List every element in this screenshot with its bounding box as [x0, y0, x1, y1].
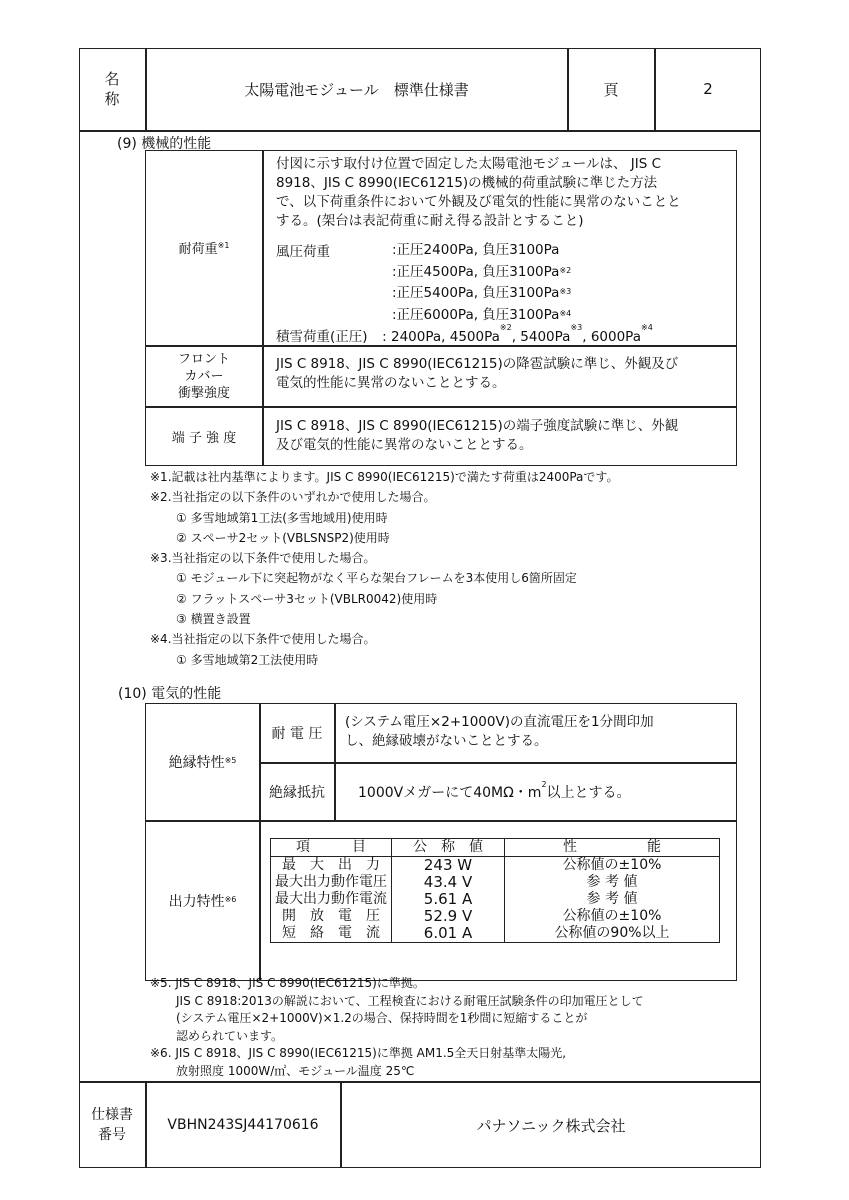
note-line: ※2.当社指定の以下条件のいずれかで使用した場合。 — [150, 490, 436, 505]
spec-number: VBHN243SJ44170616 — [167, 1117, 319, 1133]
section10-heading: (10) 電気的性能 — [118, 686, 222, 702]
resistance-sup: 2 — [541, 780, 547, 789]
wind-load-note: ※2 — [559, 265, 572, 275]
wind-load-row — [392, 283, 571, 305]
section9-heading: (9) 機械的性能 — [117, 136, 212, 152]
note-line: ※1.記載は社内基準によります。JIS C 8990(IEC61215)で満たす荷重は2400Paです。 — [150, 470, 619, 484]
spec-perf: 公称値の±10% — [562, 857, 662, 873]
spec-value: 52.9 V — [392, 908, 505, 925]
snow-load-value-a: : 2400Pa, 4500Pa — [382, 329, 500, 345]
note-line: ② スペーサ2セット(VBLSNSP2)使用時 — [176, 530, 390, 545]
front-cover-line: 電気的性能に異常のないこととする。 — [276, 375, 506, 391]
insulation-label — [146, 704, 259, 820]
note-line: ① 多雪地域第2工法使用時 — [176, 652, 319, 667]
terminal-line: 及び電気的性能に異常のないこととする。 — [276, 437, 533, 453]
note-line: ※5. JIS C 8918、JIS C 8990(IEC61215)に準拠。 — [150, 976, 425, 990]
elec-vline-2 — [334, 703, 336, 821]
wind-load-text: :正圧2400Pa, 負圧3100Pa — [392, 242, 560, 258]
spec-number-label-2: 番号 — [98, 1127, 126, 1143]
output-label-note: ※6 — [224, 894, 237, 904]
note-line: ※6. JIS C 8918、JIS C 8990(IEC61215)に準拠 AM1.5全天日射基準太陽光, — [150, 1046, 567, 1060]
spec-header-item: 項 目 — [271, 839, 392, 857]
wind-load-note: ※4 — [559, 308, 572, 318]
note-line: ※4.当社指定の以下条件で使用した場合。 — [150, 632, 376, 647]
terminal-text — [276, 417, 678, 455]
spec-row — [271, 891, 720, 908]
note-line: ① 多雪地域第1工法(多雪地域用)使用時 — [176, 510, 388, 525]
wind-load-note: ※3 — [559, 287, 572, 296]
company-name: パナソニック株式会社 — [476, 1116, 626, 1135]
withstand-label: 耐 電 圧 — [271, 726, 323, 742]
note-line: (システム電圧×2+1000V)×1.2の場合、保持時間を1秒間に短縮することが — [176, 1011, 588, 1025]
withstand-text — [345, 713, 654, 751]
spec-header-row — [271, 839, 720, 857]
load-label-text: 耐荷重 — [178, 242, 218, 257]
spec-perf: 公称値の±10% — [562, 908, 662, 924]
output-spec-table — [270, 838, 720, 943]
load-label-note: ※1 — [217, 241, 230, 250]
output-label-text: 出力特性 — [168, 894, 225, 910]
spec-item: 最大出力動作電圧 — [271, 874, 392, 891]
spec-value: 243 W — [392, 857, 505, 875]
front-cover-line: JIS C 8918、JIS C 8990(IEC61215)の降雹試験に準じ、外観及び — [276, 356, 679, 372]
insulation-label-text: 絶縁特性 — [168, 755, 225, 771]
name-label-line2: 称 — [104, 90, 120, 108]
spec-row — [271, 925, 720, 943]
spec-row — [271, 857, 720, 875]
spec-item: 開 放 電 圧 — [271, 908, 392, 925]
resistance-text-pre: 1000Vメガーにて40MΩ・m — [358, 785, 542, 801]
snow-load-label: 積雪荷重(正圧) — [276, 329, 368, 345]
output-label — [146, 821, 259, 981]
note-line: ① モジュール下に突起物がなく平らな架台フレームを3本使用し6箇所固定 — [176, 571, 577, 586]
terminal-line: JIS C 8918、JIS C 8990(IEC61215)の端子強度試験に準じ、外観 — [276, 418, 679, 434]
withstand-line: (システム電圧×2+1000V)の直流電圧を1分間印加 — [345, 714, 654, 730]
document-title: 太陽電池モジュール 標準仕様書 — [244, 80, 469, 99]
load-para-line: で、以下荷重条件において外観及び電気的性能に異常のないことと — [276, 194, 681, 210]
spec-perf: 公称値の90%以上 — [554, 925, 670, 941]
load-para-line: 8918、JIS C 8990(IEC61215)の機械的荷重試験に準じた方法 — [276, 175, 658, 191]
wind-load-values — [392, 240, 571, 326]
spec-row — [271, 908, 720, 925]
snow-load-row — [276, 325, 653, 345]
note-line: 認められています。 — [176, 1028, 284, 1043]
page-number: 2 — [703, 80, 713, 98]
page-label: 頁 — [603, 80, 619, 99]
terminal-label: 端 子 強 度 — [171, 431, 237, 446]
load-para-line: 付図に示す取付け位置で固定した太陽電池モジュールは、 JIS C — [276, 156, 662, 172]
front-cover-text — [276, 355, 678, 393]
spec-body — [271, 857, 720, 943]
note-line: JIS C 8918:2013の解説において、工程検査における耐電圧試験条件の印加電圧として — [176, 993, 644, 1008]
name-label-line1: 名 — [104, 70, 120, 88]
name-label — [79, 48, 145, 130]
wind-load-text: :正圧6000Pa, 負圧3100Pa — [392, 306, 560, 323]
snow-load-note-c: ※4 — [640, 323, 653, 332]
snow-load-value-b: , 5400Pa — [511, 329, 571, 345]
note-line: ※3.当社指定の以下条件で使用した場合。 — [150, 551, 376, 566]
resistance-label: 絶縁抵抗 — [269, 784, 325, 801]
spec-perf: 参 考 値 — [586, 891, 638, 907]
spec-number-label — [79, 1082, 145, 1168]
snow-load-note-a: ※2 — [499, 323, 512, 332]
spec-value: 5.61 A — [392, 891, 505, 908]
note-line: ③ 横置き設置 — [176, 612, 251, 627]
resistance-text — [358, 782, 631, 802]
load-para-line: する。(架台は表記荷重に耐え得る設計とすること) — [276, 213, 584, 229]
note-line: ② フラットスペーサ3セット(VBLR0042)使用時 — [176, 591, 438, 606]
load-paragraph — [276, 155, 681, 231]
section10-notes — [150, 975, 750, 1080]
wind-load-text: :正圧4500Pa, 負圧3100Pa — [392, 263, 560, 280]
spec-item: 最大出力動作電流 — [271, 891, 392, 908]
spec-perf: 参 考 値 — [586, 874, 638, 890]
header-divider — [79, 130, 761, 132]
front-cover-label-2: カバー — [184, 368, 224, 384]
spec-item: 最 大 出 力 — [271, 857, 392, 875]
spec-header-perf: 性 能 — [563, 839, 661, 855]
section9-notes — [150, 467, 750, 670]
wind-load-row — [392, 262, 571, 284]
front-cover-label-3: 衝撃強度 — [177, 385, 230, 401]
spec-value: 6.01 A — [392, 925, 505, 943]
snow-load-value-c: , 6000Pa — [582, 329, 641, 345]
note-line: 放射照度 1000W/㎡、モジュール温度 25℃ — [176, 1063, 415, 1078]
load-label — [146, 150, 262, 345]
resistance-text-post: 以上とする。 — [546, 785, 631, 801]
spec-value: 43.4 V — [392, 874, 505, 891]
front-cover-label — [146, 346, 262, 406]
wind-load-text: :正圧5400Pa, 負圧3100Pa — [392, 285, 560, 301]
front-cover-label-1: フロント — [177, 351, 230, 367]
wind-load-label: 風圧荷重 — [276, 244, 330, 260]
withstand-line: し、絶縁破壊がないこととする。 — [345, 733, 548, 749]
wind-load-row — [392, 305, 571, 327]
spec-row — [271, 874, 720, 891]
mech-vline — [262, 150, 264, 466]
spec-number-label-1: 仕様書 — [91, 1107, 133, 1123]
insulation-label-note: ※5 — [224, 755, 237, 765]
spec-header-value: 公 称 値 — [392, 839, 505, 857]
spec-item: 短 絡 電 流 — [271, 925, 392, 943]
wind-load-row — [392, 240, 571, 262]
snow-load-note-b: ※3 — [570, 323, 583, 332]
